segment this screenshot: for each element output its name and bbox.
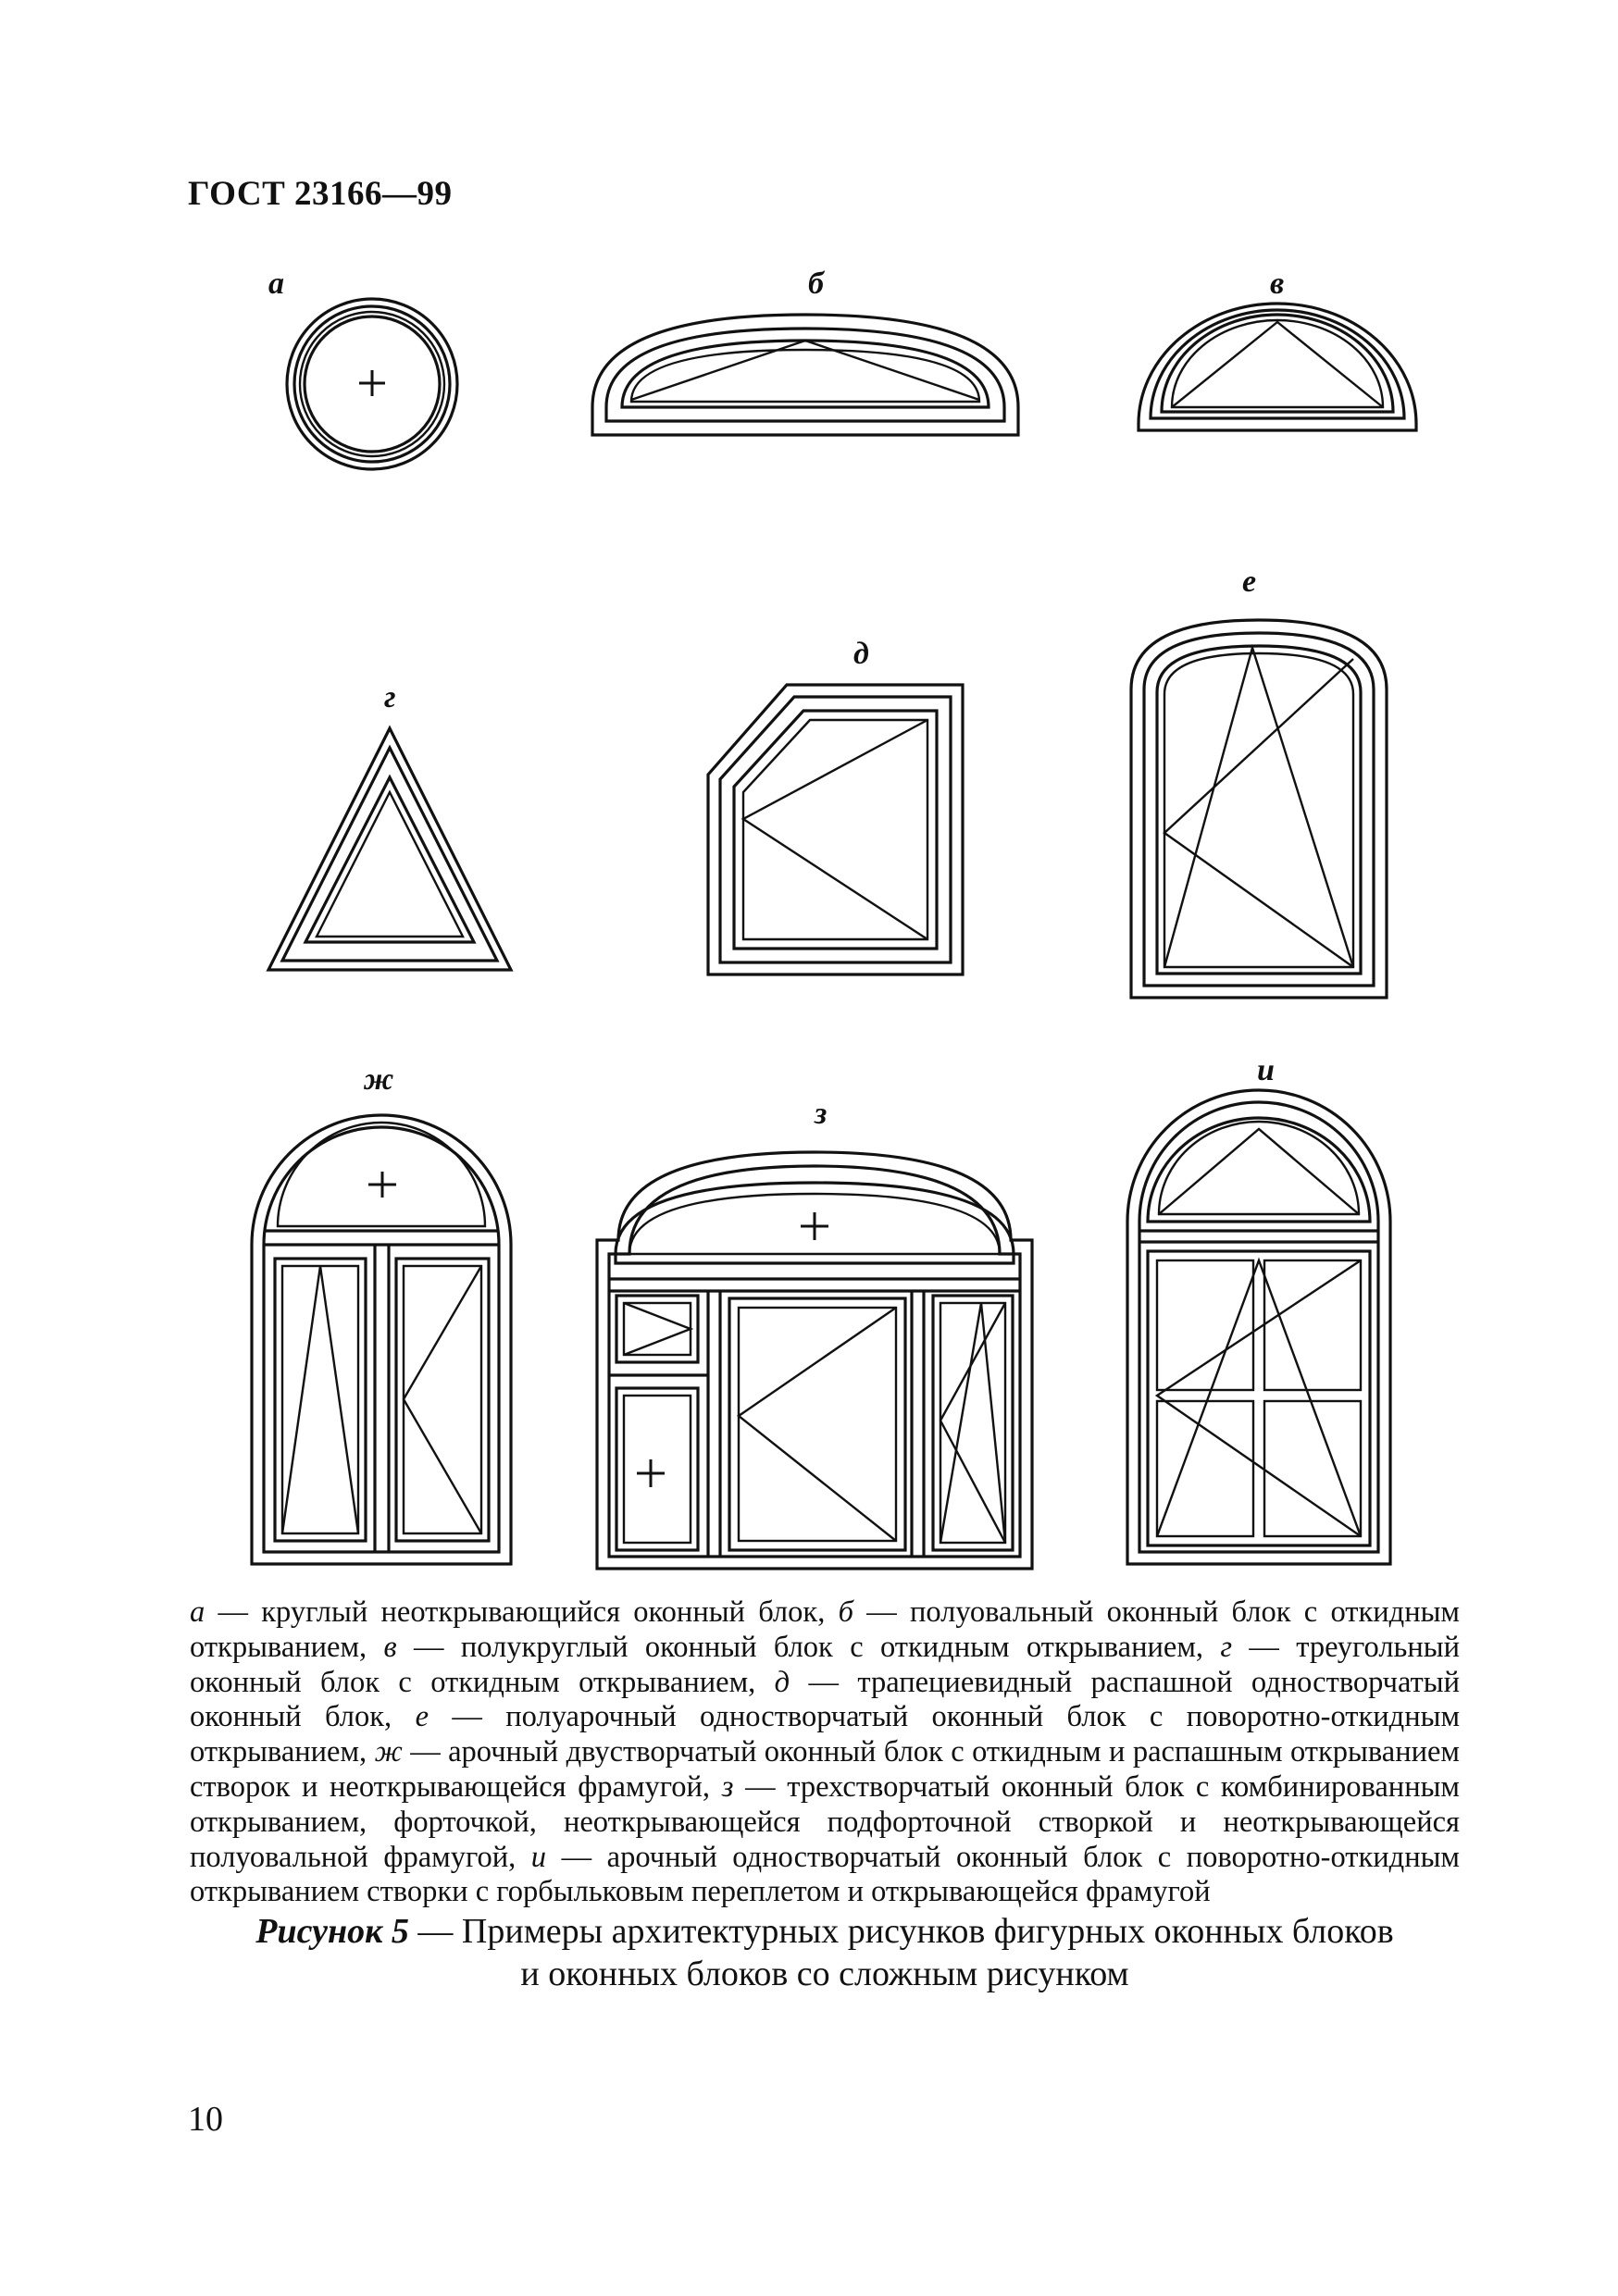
document-code: ГОСТ 23166—99 <box>188 175 453 213</box>
window-v-semicircle <box>1139 304 1416 430</box>
caption-letter-zh: ж <box>374 1735 403 1769</box>
caption-text-v: — полукруглый оконный блок с откидным открыванием, <box>396 1630 1221 1664</box>
figure-number: Рисунок 5 <box>255 1912 409 1951</box>
window-e-semi-arch <box>1131 620 1387 998</box>
figure-caption <box>190 1595 1460 1910</box>
caption-letter-d: д <box>774 1665 790 1699</box>
caption-text-e: — полуарочный одностворчатый оконный блок с поворотно-откидным открыванием, <box>190 1700 1461 1769</box>
window-b-semi-oval <box>592 315 1018 435</box>
caption-text-g: — треугольный оконный блок с откидным открыванием, <box>190 1630 1460 1699</box>
window-i-arched-muntin <box>1127 1090 1390 1564</box>
window-a-round <box>287 299 457 469</box>
caption-letter-v: в <box>383 1630 397 1664</box>
window-z-triple-combo <box>597 1152 1032 1569</box>
figure-title <box>190 1910 1460 1995</box>
caption-letter-g: г <box>1220 1630 1233 1664</box>
figure-title-line1: Примеры архитектурных рисунков фигурных оконных блоков <box>461 1912 1394 1951</box>
caption-text-a: — круглый неоткрывающийся оконный блок, <box>205 1595 839 1629</box>
caption-text-zh: — арочный двустворчатый оконный блок с откидным и распашным открыванием створок и неоткрывающейся фрамугой, <box>190 1735 1460 1804</box>
figure-title-line2: и оконных блоков со сложным рисунком <box>520 1955 1129 1993</box>
caption-letter-e: е <box>415 1700 429 1734</box>
figure-label-d: д <box>853 637 869 671</box>
caption-letter-b: б <box>838 1595 853 1629</box>
figure-label-g: г <box>384 680 396 714</box>
caption-text-d: — трапециевидный распашной одностворчатый оконный блок, <box>190 1665 1460 1734</box>
caption-text-b: — полуовальный оконный блок с откидным открыванием, <box>190 1595 1460 1664</box>
window-d-trapezoid <box>708 685 963 974</box>
figure-label-e: е <box>1242 565 1257 599</box>
figure-label-z: з <box>815 1097 828 1131</box>
caption-letter-i: и <box>530 1840 547 1874</box>
caption-letter-z: з <box>721 1769 734 1804</box>
caption-letter-a: а <box>190 1595 205 1629</box>
figure-label-v: в <box>1270 267 1285 301</box>
page-number: 10 <box>188 2100 223 2139</box>
figure-label-zh: ж <box>364 1062 394 1097</box>
caption-text-z: — трехстворчатый оконный блок с комбинированным открыванием, форточкой, неоткрывающейся подфорточной створкой и неоткрывающейся полуовальной фрамугой, <box>190 1769 1460 1874</box>
window-g-triangle <box>268 728 511 970</box>
figure-title-dash: — <box>408 1912 462 1951</box>
figure-label-i: и <box>1257 1053 1275 1087</box>
figure-label-a: а <box>268 267 284 301</box>
figure-label-b: б <box>808 267 824 301</box>
window-zh-arched-double <box>252 1115 511 1564</box>
caption-text-i: — арочный одностворчатый оконный блок с поворотно-откидным открыванием створки с горбыльковым переплетом и открывающейся фрамугой <box>190 1840 1460 1909</box>
